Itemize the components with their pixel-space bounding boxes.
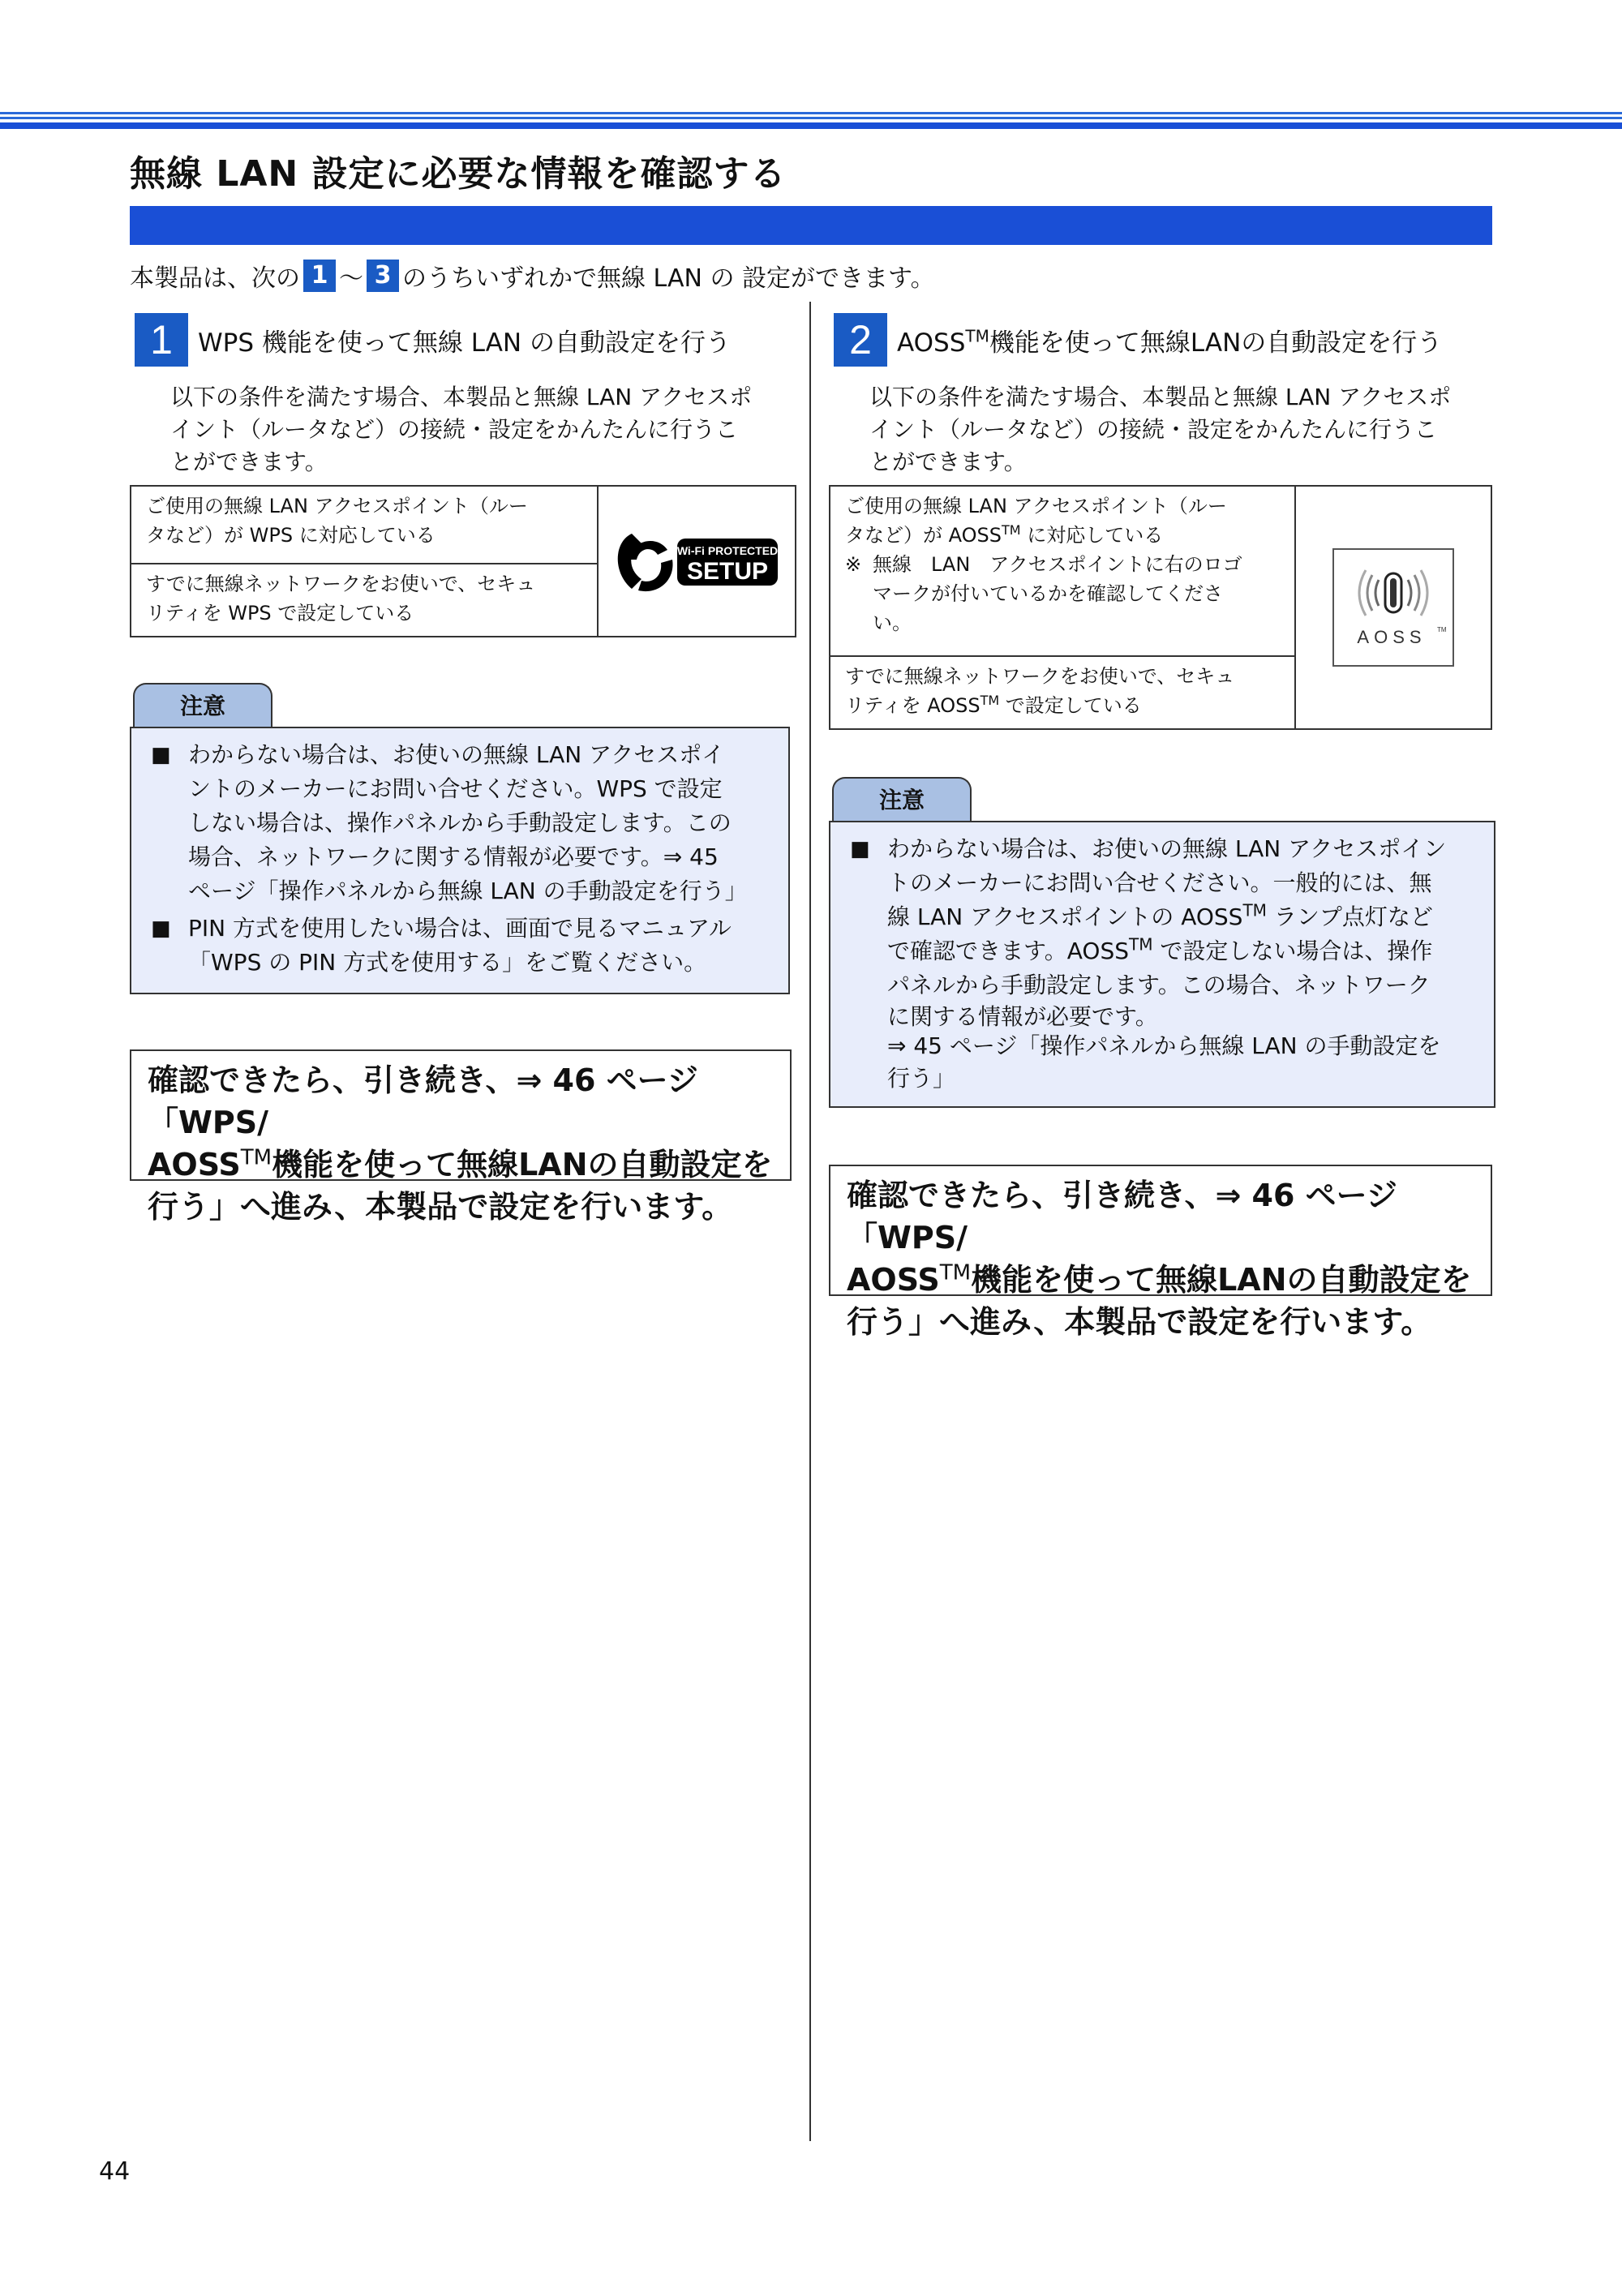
badge-1: 1 — [303, 260, 336, 292]
title-bar — [130, 206, 1492, 245]
caution-item: ■ わからない場合は、お使いの無線 LAN アクセスポイ ントのメーカーにお問い合せください。WPS で設定 しない場合は、操作パネルから手動設定します。この 場合、ネットワークに関する情報が必要です。⇒ 45 ページ「操作パネルから無線 LAN の手動設定を行う」 — [151, 738, 774, 908]
section-2-heading — [834, 313, 1442, 367]
section-2-description — [869, 381, 1502, 479]
caution-tab-left: 注意 — [133, 683, 272, 728]
description-line: イント（ルータなど）の接続・設定をかんたんに行うこ — [869, 416, 1438, 443]
section-1-number: 1 — [135, 313, 188, 367]
svg-text:Wi-Fi PROTECTED: Wi-Fi PROTECTED — [676, 544, 779, 557]
caution-box-right — [829, 821, 1495, 1108]
section-1-title: WPS 機能を使って無線 LAN の自動設定を行う — [198, 328, 731, 358]
condition-cell: すでに無線ネットワークをお使いで、セキュ リティを AOSS™ で設定している — [830, 655, 1294, 728]
confirm-line: 行う」へ進み、本製品で設定を行います。 — [148, 1189, 733, 1225]
svg-text:AOSS: AOSS — [1357, 627, 1427, 647]
intro-before: 本製品は、次の — [130, 264, 300, 293]
page-title: 無線 LAN 設定に必要な情報を確認する — [130, 153, 787, 195]
caution-item: ■ PIN 方式を使用したい場合は、画面で見るマニュアル 「WPS の PIN 方式を使用する」をご覧ください。 — [151, 912, 774, 980]
confirm-line: 行う」へ進み、本製品で設定を行います。 — [847, 1304, 1432, 1340]
wps-logo-cell — [599, 487, 795, 636]
confirm-line: 確認できたら、引き続き、⇒ 46 ページ「WPS/ — [148, 1062, 698, 1140]
intro-after: のうちいずれかで無線 LAN の 設定ができます。 — [402, 264, 935, 293]
bullet-mark: ■ — [151, 743, 171, 767]
aoss-logo — [1332, 547, 1455, 667]
description-line: 以下の条件を満たす場合、本製品と無線 LAN アクセスポ — [869, 384, 1452, 410]
caution-box-left — [130, 727, 790, 994]
section-1-description — [170, 381, 803, 479]
confirm-box-left — [130, 1049, 792, 1225]
section-2-title: AOSS™機能を使って無線LANの自動設定を行う — [897, 326, 1443, 358]
description-line: とができます。 — [170, 448, 328, 475]
confirm-line: AOSS™機能を使って無線LANの自動設定を — [847, 1260, 1472, 1298]
description-line: イント（ルータなど）の接続・設定をかんたんに行うこ — [170, 416, 739, 443]
intro-tilde: ～ — [339, 264, 363, 293]
svg-text:TM: TM — [1437, 626, 1447, 633]
intro-text — [130, 258, 935, 294]
bullet-mark: ■ — [151, 916, 171, 941]
section-1-heading — [135, 313, 731, 367]
caution-tab-right: 注意 — [832, 777, 972, 822]
header-stripe-thin-2 — [0, 117, 1622, 119]
column-divider — [809, 302, 811, 2141]
aoss-logo-cell — [1296, 487, 1491, 728]
confirm-box-right — [829, 1165, 1492, 1340]
section-2-number: 2 — [834, 313, 887, 367]
wifi-protected-setup-logo — [609, 522, 784, 600]
description-line: 以下の条件を満たす場合、本製品と無線 LAN アクセスポ — [170, 384, 753, 410]
svg-text:SETUP: SETUP — [686, 558, 769, 585]
aoss-conditions-table — [829, 485, 1492, 730]
header-stripe-thick — [0, 122, 1622, 129]
condition-cell: ご使用の無線 LAN アクセスポイント（ルー タなど）が AOSS™ に対応している ※ 無線 LAN アクセスポイントに右のロゴ マークが付いているかを確認してくださ い。 — [830, 487, 1294, 655]
header-stripe-thin — [0, 112, 1622, 114]
page-number: 44 — [99, 2157, 131, 2186]
logo-note: ※ 無線 LAN アクセスポイントに右のロゴ マークが付いているかを確認してくださ い。 — [845, 553, 1242, 634]
badge-3: 3 — [367, 260, 399, 292]
condition-cell: ご使用の無線 LAN アクセスポイント（ルー タなど）が WPS に対応している — [146, 495, 528, 547]
wps-conditions-table — [130, 485, 796, 637]
bullet-mark: ■ — [850, 837, 870, 861]
description-line: とができます。 — [869, 448, 1027, 475]
confirm-line: 確認できたら、引き続き、⇒ 46 ページ「WPS/ — [847, 1178, 1397, 1255]
condition-cell: すでに無線ネットワークをお使いで、セキュ リティを WPS で設定している — [131, 563, 597, 636]
confirm-line: AOSS™機能を使って無線LANの自動設定を — [148, 1145, 773, 1182]
caution-item: ■ わからない場合は、お使いの無線 LAN アクセスポイン トのメーカーにお問い合せください。一般的には、無 線 LAN アクセスポイントの AOSS™ ランプ点灯など で確認できます。AOSS™ で設定しない場合は、操作 パネルから手動設定します。この場合、ネットワーク に関する情報が必要です。 ⇒ 45 ページ「操作パネルから無線 LAN の手動設定を 行う」 — [850, 832, 1479, 1097]
